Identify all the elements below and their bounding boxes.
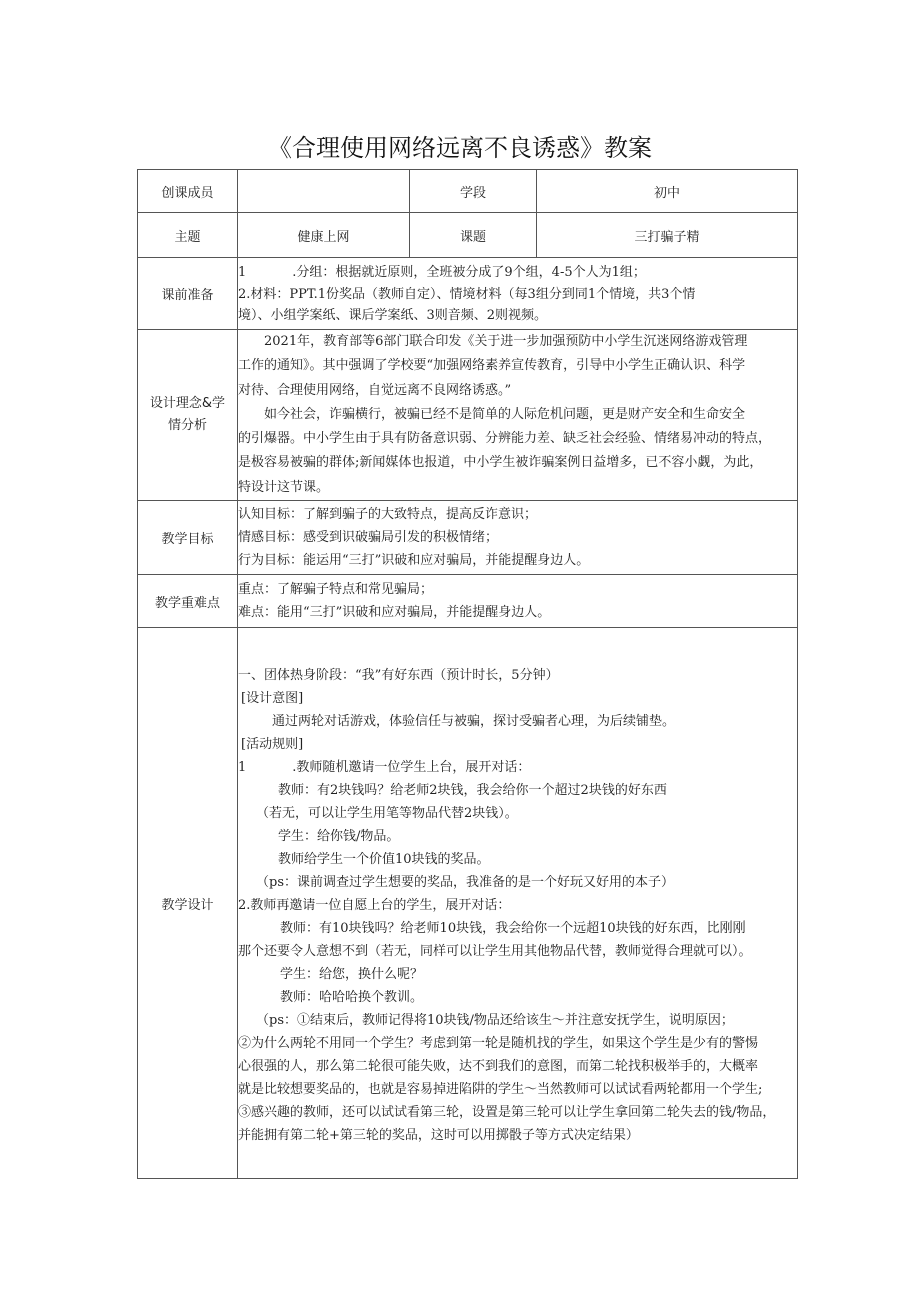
teaching-line: ②为什么两轮不用同一个学生？考虑到第一轮是随机找的学生，如果这个学生是少有的警惕 — [238, 1035, 759, 1051]
teaching-line: 教师：哈哈哈换个教训。 — [280, 989, 424, 1005]
label-theme: 主题 — [138, 213, 238, 258]
design-line: 对待、合理使用网络，自觉远离不良网络诱惑。” — [238, 382, 512, 398]
table-row-preparation — [138, 258, 798, 330]
preparation-line-2: 2.材料：PPT.1份奖品（教师自定）、情境材料（每3组分到同1个情境，共3个情 — [238, 286, 696, 302]
teaching-line: （ps：课前调查过学生想要的奖品，我准备的是一个好玩又好用的本子） — [256, 874, 674, 890]
teaching-line: 一、团体热身阶段：“我”有好东西（预计时长，5分钟） — [238, 667, 559, 683]
label-key-points: 教学重难点 — [138, 575, 238, 628]
design-line: 如今社会，诈骗横行，被骗已经不是简单的人际危机问题，更是财产安全和生命安全 — [264, 406, 746, 422]
design-line: 是极容易被骗的群体;新闻媒体也报道，中小学生被诈骗案例日益增多，已不容小觑，为此， — [238, 455, 763, 471]
teaching-line: 教师：有2块钱吗？给老师2块钱，我会给你一个超过2块钱的好东西 — [278, 782, 667, 798]
label-preparation: 课前准备 — [138, 258, 238, 330]
keypoint-line: 重点：了解骗子特点和常见骗局； — [238, 582, 434, 597]
teaching-goals-content — [238, 501, 798, 575]
value-stage: 初中 — [537, 170, 798, 213]
teaching-line: 教师：有10块钱吗？给老师10块钱，我会给你一个远超10块钱的好东西，比刚刚 — [280, 920, 746, 936]
value-theme: 健康上网 — [238, 213, 410, 258]
design-line: 的引爆器。中小学生由于具有防备意识弱、分辨能力差、缺乏社会经验、情绪易冲动的特点， — [238, 431, 772, 447]
label-teaching-goals: 教学目标 — [138, 501, 238, 575]
teaching-line: 教师给学生一个价值10块钱的奖品。 — [278, 851, 490, 867]
key-points-content — [238, 575, 798, 628]
teaching-line: （若无，可以让学生用笔等物品代替2块钱）。 — [256, 805, 518, 821]
table-row-design-philosophy — [138, 330, 798, 501]
keypoint-line: 难点：能用“三打”识破和应对骗局，并能提醒身边人。 — [238, 605, 551, 620]
design-line: 2021年，教育部等6部门联合印发《关于进一步加强预防中小学生沉迷网络游戏管理 — [264, 334, 748, 350]
preparation-content — [238, 258, 798, 330]
teaching-line: 2.教师再邀请一位自愿上台的学生，展开对话： — [238, 897, 511, 913]
label-teaching-design: 教学设计 — [138, 628, 238, 1179]
teaching-line: 心很强的人，那么第二轮很可能失败，达不到我们的意图，而第二轮找积极举手的，大概率 — [238, 1058, 759, 1074]
teaching-line: 就是比较想要奖品的，也就是容易掉进陷阱的学生～当然教师可以试试看两轮都用一个学生; — [238, 1081, 763, 1097]
teaching-line: ③感兴趣的教师，还可以试试看第三轮，设置是第三轮可以让学生拿回第二轮失去的钱/物品， — [238, 1104, 776, 1120]
table-row-teaching-design — [138, 628, 798, 1179]
label-design-philosophy: 设计理念&学情分析 — [138, 330, 238, 501]
teaching-line: 那个还要令人意想不到（若无，同样可以让学生用其他物品代替，教师觉得合理就可以）。 — [238, 943, 752, 959]
preparation-line-1: 1 .分组：根据就近原则，全班被分成了9个组，4-5个人为1组； — [238, 265, 646, 281]
label-members: 创课成员 — [138, 170, 238, 213]
design-line: 工作的通知》。其中强调了学校要“加强网络素养宣传教育，引导中小学生正确认识、科学 — [238, 358, 746, 374]
teaching-line: 并能拥有第二轮+第三轮的奖品，这时可以用掷骰子等方式决定结果） — [238, 1127, 639, 1143]
teaching-line: （ps：①结束后，教师记得将10块钱/物品还给该生～并注意安抚学生，说明原因； — [256, 1012, 734, 1028]
label-topic: 课题 — [410, 213, 537, 258]
goal-line: 行为目标：能运用“三打”识破和应对骗局，并能提醒身边人。 — [238, 553, 590, 568]
teaching-design-content — [238, 628, 798, 1179]
goal-line: 情感目标：感受到识破骗局引发的积极情绪； — [238, 530, 499, 545]
teaching-line: 学生：给你钱/物品。 — [278, 828, 400, 844]
lesson-plan-table — [137, 169, 798, 1179]
table-row-teaching-goals — [138, 501, 798, 575]
preparation-line-3: 境）、小组学案纸、课后学案纸、3则音频、2则视频。 — [238, 308, 548, 324]
goal-line: 认知目标：了解到骗子的大致特点，提高反诈意识； — [238, 507, 538, 522]
page-title: 《合理使用网络远离不良诱惑》教案 — [268, 134, 652, 162]
teaching-line: [活动规则] — [241, 736, 304, 752]
table-row-key-points — [138, 575, 798, 628]
design-philosophy-content — [238, 330, 798, 501]
label-stage: 学段 — [410, 170, 537, 213]
teaching-line: 1 .教师随机邀请一位学生上台，展开对话： — [238, 759, 531, 775]
teaching-line: 通过两轮对话游戏，体验信任与被骗，探讨受骗者心理，为后续铺垫。 — [272, 713, 676, 729]
value-members — [238, 170, 410, 213]
teaching-line: [设计意图] — [241, 690, 304, 706]
table-row-theme — [138, 213, 798, 258]
table-row-members — [138, 170, 798, 213]
teaching-line: 学生：给您，换什么呢？ — [280, 966, 424, 982]
value-topic: 三打骗子精 — [537, 213, 798, 258]
design-line: 特设计这节课。 — [238, 479, 330, 495]
